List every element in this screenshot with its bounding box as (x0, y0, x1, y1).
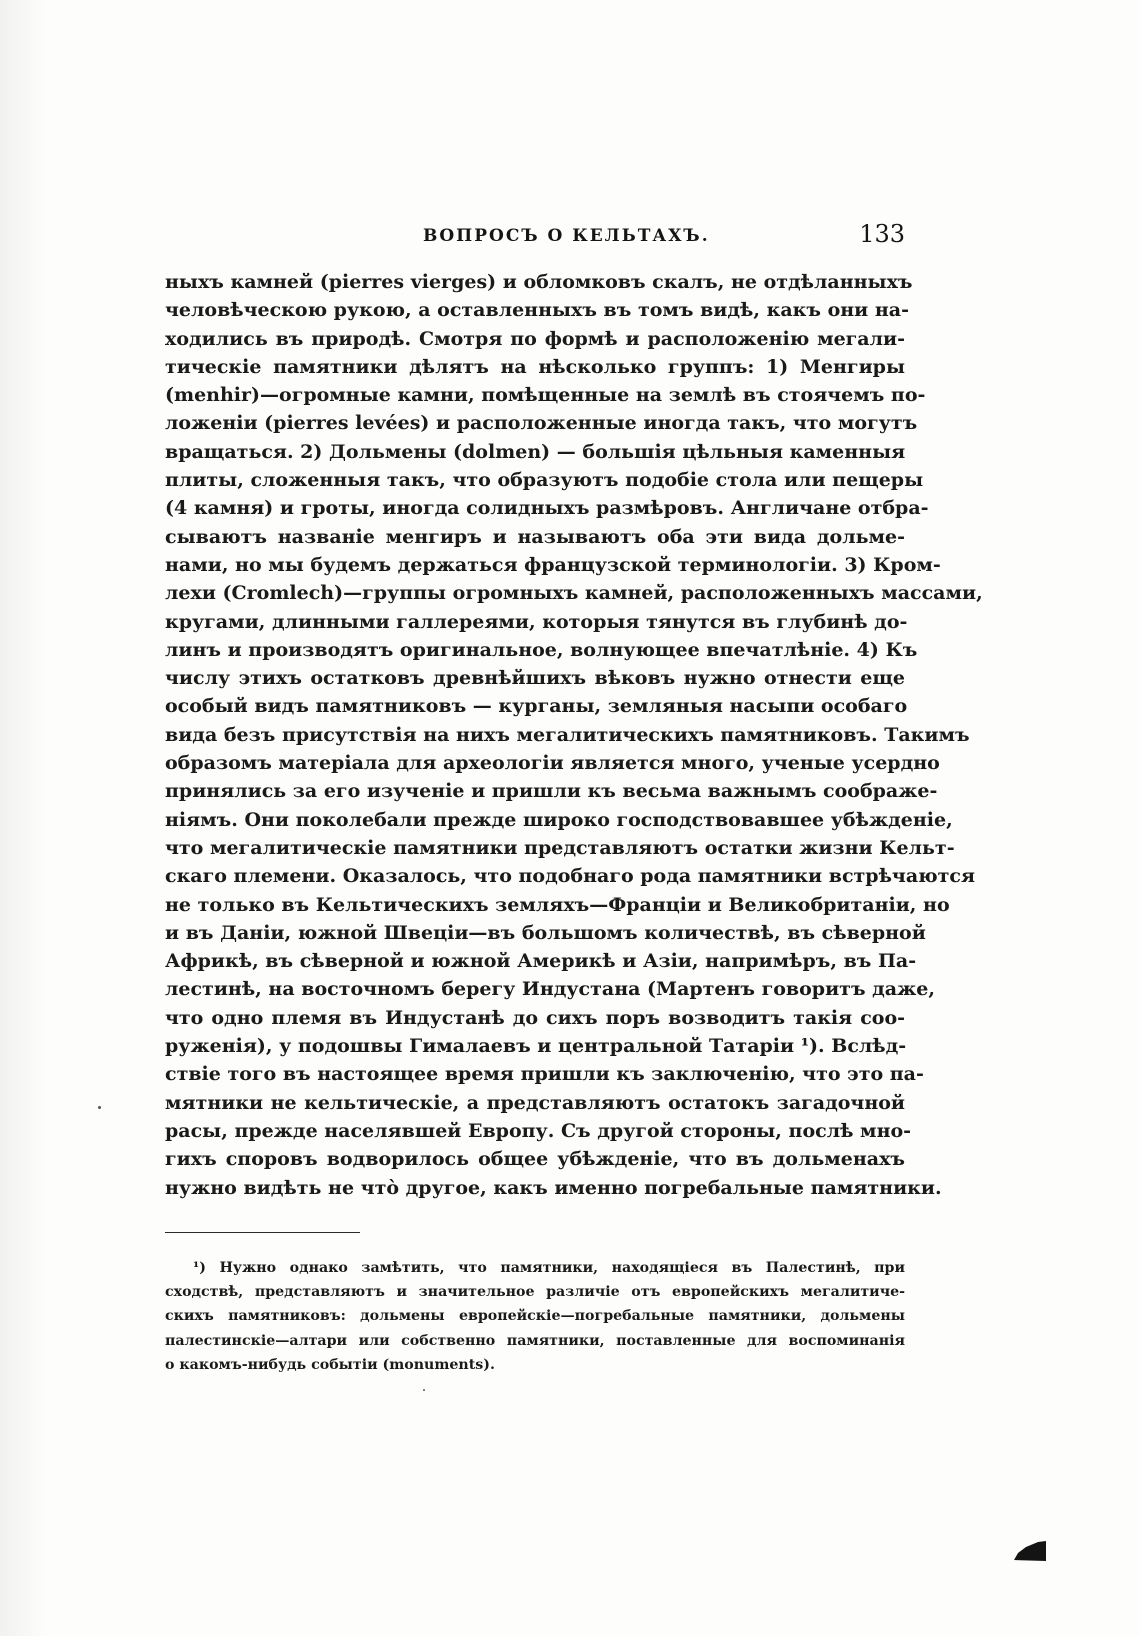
text-line: кругами, длинными галлереями, которыя тянутся въ глубинѣ до- (165, 610, 908, 633)
footnote-line: ¹) Нужно однако замѣтить, что памятники, находящіеся въ Палестинѣ, при (193, 1260, 905, 1276)
text-line: вращаться. 2) Дольмены (dolmen) — большія цѣльныя каменныя (165, 440, 906, 463)
text-line: ствіе того въ настоящее время пришли къ заключенію, что это па- (165, 1063, 924, 1086)
text-line: ніямъ. Они поколебали прежде широко господствовавшее убѣжденіе, (165, 808, 953, 831)
text-line: лестинѣ, на восточномъ берегу Индустана (Мартенъ говоритъ даже, (165, 978, 936, 1001)
text-line: нами, но мы будемъ держаться французской терминологіи. 3) Кром- (165, 553, 941, 576)
text-line: (4 камня) и гроты, иногда солидныхъ размѣровъ. Англичане отбра- (165, 497, 929, 520)
footnote-line: палестинскіе—алтари или собственно памятники, поставленные для воспоминанія (165, 1332, 905, 1349)
footnote-block (165, 1256, 905, 1377)
scan-speck (423, 1389, 425, 1391)
text-line: расы, прежде населявшей Европу. Съ другой стороны, послѣ мно- (165, 1119, 912, 1142)
text-line: Африкѣ, въ сѣверной и южной Америкѣ и Азіи, напримѣръ, въ Па- (165, 950, 917, 973)
footnote-line: скихъ памятниковъ: дольмены европейскіе—погребальные памятники, дольмены (165, 1308, 905, 1325)
footnote-divider (165, 1232, 360, 1233)
text-line: особый видъ памятниковъ — курганы, земляныя насыпи особаго (165, 695, 908, 718)
main-text-block (165, 268, 983, 1202)
text-line: что мегалитическіе памятники представляютъ остатки жизни Кельт- (165, 836, 955, 859)
text-line: (menhir)—огромные камни, помѣщенные на землѣ въ стоячемъ по- (165, 384, 926, 407)
footnote-line: сходствѣ, представляютъ и значительное различіе отъ европейскихъ мегалитиче- (165, 1284, 905, 1301)
text-line: лехи (Cromlech)—группы огромныхъ камней, расположенныхъ массами, (165, 582, 983, 605)
text-line: ходились въ природѣ. Смотря по формѣ и расположенію мегали- (165, 327, 905, 350)
scan-gutter-shadow (0, 0, 46, 1636)
text-line: ныхъ камней (pierres vierges) и обломковъ скалъ, не отдѣланныхъ (165, 271, 913, 293)
text-line: сываютъ названіе менгиръ и называютъ оба эти вида дольме- (165, 525, 905, 548)
text-line: ложеніи (pierres levées) и расположенные иногда такъ, что могутъ (165, 412, 918, 435)
text-line: тическіе памятники дѣлятъ на нѣсколько группъ: 1) Менгиры (165, 355, 905, 378)
text-line: не только въ Кельтическихъ земляхъ—Франціи и Великобританіи, но (165, 893, 950, 916)
text-line: руженія), у подошвы Гималаевъ и центральной Татаріи ¹). Вслѣд- (165, 1035, 907, 1058)
text-line: вида безъ присутствія на нихъ мегалитическихъ памятниковъ. Такимъ (165, 723, 970, 746)
corner-ink-mark-icon (1014, 1540, 1046, 1562)
text-line: скаго племени. Оказалось, что подобнаго рода памятники встрѣчаются (165, 865, 976, 888)
text-line: что одно племя въ Индустанѣ до сихъ поръ возводитъ такія соо- (165, 1006, 905, 1029)
text-line: образомъ матеріала для археологіи является много, ученые усердно (165, 752, 940, 775)
text-line: человѣческою рукою, а оставленныхъ въ томъ видѣ, какъ они на- (165, 299, 909, 322)
text-line: принялись за его изученіе и пришли къ весьма важнымъ соображе- (165, 780, 938, 803)
running-title: ВОПРОСЪ О КЕЛЬТАХЪ. (423, 226, 710, 246)
text-line: и въ Даніи, южной Швеціи—въ большомъ количествѣ, въ сѣверной (165, 921, 926, 944)
page-header (165, 222, 905, 256)
page-number: 133 (859, 220, 905, 248)
scan-speck (98, 1106, 101, 1109)
text-line: нужно видѣть не что̀ другое, какъ именно погребальные памятники. (165, 1176, 942, 1199)
text-line: плиты, сложенныя такъ, что образуютъ подобіе стола или пещеры (165, 469, 924, 492)
footnote-line: о какомъ-нибудь событіи (monuments). (165, 1356, 495, 1373)
text-line: мятники не кельтическіе, а представляютъ остатокъ загадочной (165, 1091, 905, 1114)
text-line: гихъ споровъ водворилось общее убѣжденіе, что въ дольменахъ (165, 1148, 905, 1171)
text-line: линъ и производятъ оригинальное, волнующее впечатлѣніе. 4) Къ (165, 638, 918, 661)
text-line: числу этихъ остатковъ древнѣйшихъ вѣковъ нужно отнести еще (165, 667, 905, 690)
